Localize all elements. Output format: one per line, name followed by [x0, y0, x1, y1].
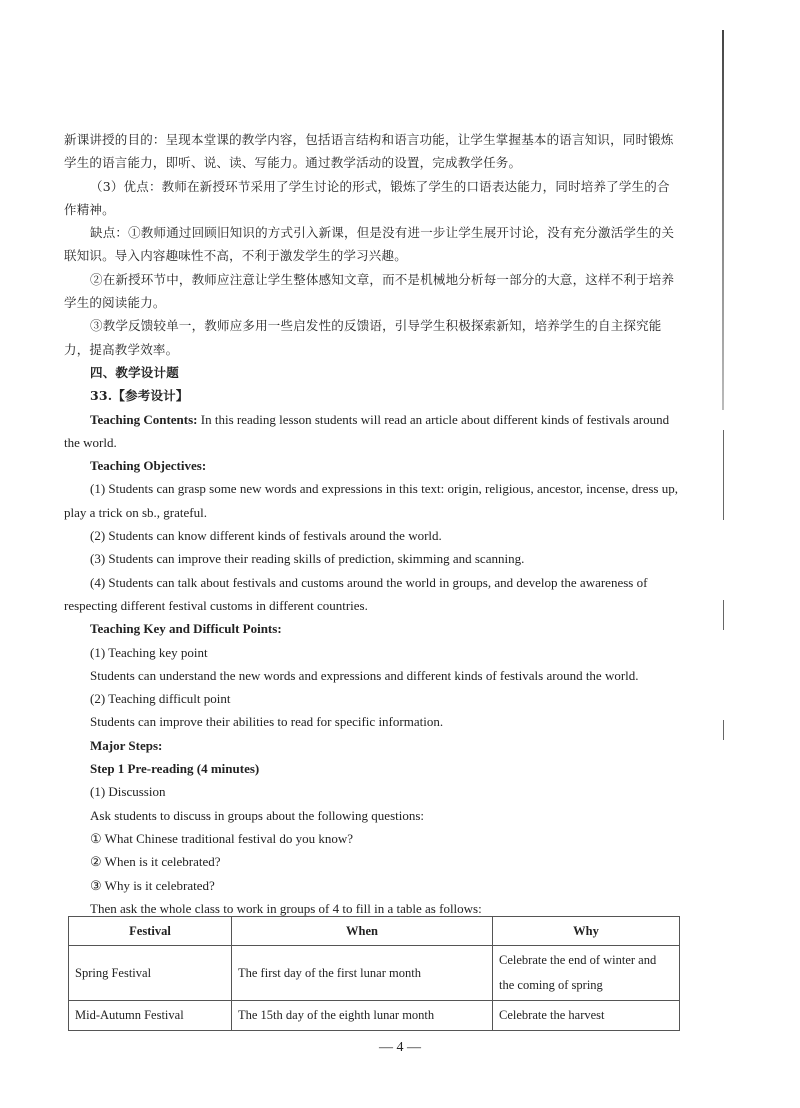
header-festival: Festival: [69, 917, 232, 946]
paragraph: 四、教学设计题: [90, 364, 179, 380]
page-number: — 4 —: [379, 1040, 421, 1055]
table-cell-festival: Mid-Autumn Festival: [69, 1001, 232, 1031]
paragraph-text: In this reading lesson students will read an article about different kinds of festivals around the world.: [64, 411, 670, 450]
paragraph: 新课讲授的目的：呈现本堂课的教学内容，包括语言结构和语言功能，让学生掌握基本的语言知识，同时锻炼学生的语言能力，即听、说、读、写能力。通过教学活动的设置，完成教学任务。: [64, 132, 674, 171]
paragraph: (1) Students can grasp some new words and expressions in this text: origin, religious, ancestor, incense, dress up, play a trick on sb., grateful.: [64, 481, 678, 520]
paragraph: ②在新授环节中，教师应注意让学生整体感知文章，而不是机械地分析每一部分的大意，这样不利于培养学生的阅读能力。: [64, 271, 675, 311]
paragraph: (1) Discussion: [90, 784, 166, 800]
table-cell-why: Celebrate the end of winter and the coming of spring: [493, 946, 680, 1001]
paragraph: Teaching Key and Difficult Points:: [90, 621, 282, 637]
table-row: [69, 946, 680, 1001]
scan-edge-mark: [723, 430, 724, 520]
table-cell-why: Celebrate the harvest: [493, 1001, 680, 1031]
paragraph: 33.【参考设计】: [90, 388, 189, 404]
paragraph: Teaching Objectives:: [90, 458, 207, 474]
table-cell-festival: Spring Festival: [69, 946, 232, 1001]
table-cell-when: The 15th day of the eighth lunar month: [232, 1001, 493, 1031]
header-why: Why: [493, 917, 680, 946]
scan-edge-line: [722, 30, 724, 410]
paragraph: (3) Students can improve their reading skills of prediction, skimming and scanning.: [90, 551, 525, 567]
paragraph: (2) Students can know different kinds of festivals around the world.: [90, 528, 442, 544]
paragraph-label: Teaching Contents:: [90, 411, 198, 427]
paragraph: [64, 408, 680, 455]
paragraph: ③教学反馈较单一，教师应多用一些启发性的反馈语，引导学生积极探索新知，培养学生的自主探究能力，提高教学效率。: [64, 318, 662, 357]
scan-edge-mark: [723, 600, 724, 630]
paragraph: Major Steps:: [90, 737, 163, 753]
document-body: [64, 128, 680, 920]
paragraph: (1) Teaching key point: [90, 644, 208, 660]
table-header-row: [69, 917, 680, 946]
paragraph: Students can understand the new words and expressions and different kinds of festivals around the world.: [90, 667, 639, 683]
paragraph: （3）优点：教师在新授环节采用了学生讨论的形式，锻炼了学生的口语表达能力，同时培养了学生的合作精神。: [64, 178, 670, 217]
paragraph: Then ask the whole class to work in groups of 4 to fill in a table as follows:: [90, 900, 482, 916]
paragraph: 缺点：①教师通过回顾旧知识的方式引入新课，但是没有进一步让学生展开讨论，没有充分激活学生的关联知识。导入内容趣味性不高，不利于激发学生的学习兴趣。: [64, 225, 675, 264]
paragraph: Ask students to discuss in groups about the following questions:: [90, 807, 425, 823]
paragraph: ② When is it celebrated?: [90, 854, 221, 870]
table-cell-when: The first day of the first lunar month: [232, 946, 493, 1001]
scan-edge-mark: [723, 720, 724, 740]
paragraph: (2) Teaching difficult point: [90, 691, 231, 707]
paragraph: Students can improve their abilities to read for specific information.: [90, 714, 444, 730]
paragraph: (4) Students can talk about festivals and customs around the world in groups, and develop the awareness of respecting different festival customs in different countries.: [64, 574, 648, 613]
paragraph: Step 1 Pre-reading (4 minutes): [90, 761, 260, 777]
festival-table-wrapper: [68, 916, 680, 1031]
header-when: When: [232, 917, 493, 946]
paragraph: ③ Why is it celebrated?: [90, 877, 215, 893]
paragraph: ① What Chinese traditional festival do you know?: [90, 830, 354, 846]
table-row: [69, 1001, 680, 1031]
festival-table: [68, 916, 680, 1031]
